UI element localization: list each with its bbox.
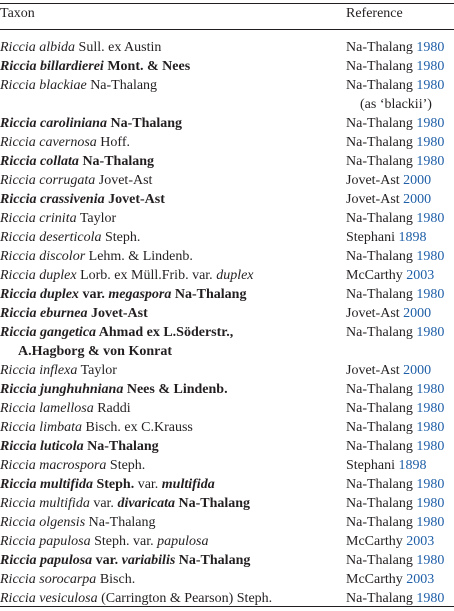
taxon-segment: Riccia deserticola	[0, 230, 102, 245]
reference-year-link[interactable]: 1980	[416, 553, 445, 568]
taxon-segment: divaricata	[117, 496, 175, 511]
reference-author: Na-Thalang	[346, 135, 413, 150]
reference-cell	[346, 380, 444, 399]
taxon-segment: Riccia papulosa	[0, 534, 91, 549]
taxon-segment: Raddi	[93, 401, 131, 416]
reference-cell	[346, 475, 444, 494]
reference-year-link[interactable]: 1980	[416, 401, 445, 416]
taxon-segment: Riccia crassivenia	[0, 192, 105, 207]
taxon-segment: Na-Thalang	[78, 154, 155, 169]
taxon-segment: Riccia limbata	[0, 420, 83, 435]
reference-year-link[interactable]: 1980	[416, 515, 445, 530]
taxon-name	[0, 399, 340, 418]
reference-author: Jovet-Ast	[346, 306, 400, 321]
taxon-name	[0, 266, 340, 285]
taxon-name	[0, 304, 340, 323]
taxon-segment: Na-Thalang	[85, 515, 156, 530]
reference-author: Na-Thalang	[346, 496, 413, 511]
reference-author: Jovet-Ast	[346, 363, 400, 378]
reference-cell	[346, 228, 427, 247]
taxon-segment: Riccia caroliniana	[0, 116, 107, 131]
reference-year-link[interactable]: 1980	[416, 439, 445, 454]
reference-author: Na-Thalang	[346, 325, 413, 340]
reference-author: Na-Thalang	[346, 116, 413, 131]
taxon-name-continued	[18, 342, 172, 361]
reference-author: Jovet-Ast	[346, 173, 400, 188]
reference-cell	[346, 152, 444, 171]
reference-author: Na-Thalang	[346, 249, 413, 264]
taxon-name	[0, 209, 340, 228]
taxon-segment: Jovet-Ast	[95, 173, 153, 188]
taxon-segment: papulosa	[157, 534, 209, 549]
reference-cell	[346, 361, 431, 380]
reference-year-link[interactable]: 1898	[398, 230, 427, 245]
reference-author: Na-Thalang	[346, 420, 413, 435]
taxon-segment: Riccia sorocarpa	[0, 572, 97, 587]
top-rule	[0, 3, 454, 4]
taxon-segment: A.Hagborg & von Konrat	[18, 344, 172, 359]
taxon-name	[0, 513, 340, 532]
taxon-segment: Riccia crinita	[0, 211, 77, 226]
taxon-name	[0, 114, 340, 133]
taxon-segment: Steph.	[92, 477, 135, 492]
taxon-segment: Na-Thalang	[175, 553, 251, 568]
reference-cell	[346, 570, 434, 589]
reference-author: Na-Thalang	[346, 591, 413, 606]
taxon-name	[0, 38, 340, 57]
reference-author: Na-Thalang	[346, 287, 413, 302]
taxon-segment: Riccia eburnea	[0, 306, 88, 321]
taxon-segment: Na-Thalang	[86, 78, 158, 93]
reference-cell	[346, 532, 434, 551]
taxon-segment: Riccia cavernosa	[0, 135, 97, 150]
reference-year-link[interactable]: 1980	[416, 287, 445, 302]
taxon-segment: Riccia lamellosa	[0, 401, 94, 416]
taxon-name	[0, 152, 340, 171]
taxon-name	[0, 133, 340, 152]
reference-cell	[346, 285, 444, 304]
taxon-segment: variabilis	[121, 553, 176, 568]
table-header	[0, 6, 454, 26]
reference-author: McCarthy	[346, 534, 403, 549]
reference-year-link[interactable]: 2003	[406, 268, 435, 283]
reference-year-link[interactable]: 1980	[416, 477, 445, 492]
reference-author: McCarthy	[346, 572, 403, 587]
taxon-segment: var.	[78, 287, 109, 302]
reference-cell	[346, 76, 444, 95]
reference-year-link[interactable]: 1980	[416, 249, 445, 264]
taxon-segment: Na-Thalang	[106, 116, 183, 131]
reference-author: McCarthy	[346, 268, 403, 283]
column-header-taxon: Taxon	[0, 6, 35, 21]
reference-year-link[interactable]: 1980	[416, 591, 445, 606]
reference-author: Na-Thalang	[346, 211, 413, 226]
reference-cell	[346, 171, 431, 190]
reference-year-link[interactable]: 2000	[403, 306, 432, 321]
taxon-segment: Bisch. ex C.Krauss	[82, 420, 193, 435]
taxon-segment: Riccia multifida	[0, 477, 93, 492]
taxon-segment: Taylor	[76, 211, 117, 226]
reference-cell	[346, 399, 444, 418]
reference-year-link[interactable]: 1980	[416, 116, 445, 131]
reference-author: Na-Thalang	[346, 515, 413, 530]
reference-cell	[346, 266, 434, 285]
taxon-name	[0, 456, 340, 475]
taxon-segment: Riccia collata	[0, 154, 79, 169]
reference-cell	[346, 57, 444, 76]
taxon-segment: Sull. ex Austin	[75, 40, 162, 55]
taxon-segment: var.	[134, 477, 162, 492]
taxon-name	[0, 228, 340, 247]
reference-author: Jovet-Ast	[346, 192, 400, 207]
taxon-segment: Riccia inflexa	[0, 363, 78, 378]
taxon-name	[0, 380, 340, 399]
reference-cell	[346, 494, 444, 513]
taxon-name	[0, 190, 340, 209]
reference-cell	[346, 38, 444, 57]
taxon-segment: Taylor	[77, 363, 117, 378]
taxon-segment: Riccia gangetica	[0, 325, 97, 340]
taxon-segment: Lorb. ex Müll.Frib. var.	[76, 268, 217, 283]
taxon-segment: Na-Thalang	[174, 496, 251, 511]
reference-year-link[interactable]: 2000	[403, 173, 432, 188]
reference-cell	[346, 418, 444, 437]
taxon-segment: Bisch.	[96, 572, 136, 587]
reference-cell	[346, 190, 431, 209]
taxon-name	[0, 494, 340, 513]
reference-author: Na-Thalang	[346, 78, 413, 93]
taxon-segment: Riccia multifida	[0, 496, 90, 511]
taxon-name	[0, 57, 340, 76]
taxon-segment: duplex	[216, 268, 254, 283]
taxon-name	[0, 171, 340, 190]
taxon-segment: megaspora	[108, 287, 172, 302]
taxon-segment: Steph.	[101, 230, 141, 245]
reference-year-link[interactable]: 2003	[406, 534, 435, 549]
taxon-segment: Steph. var.	[90, 534, 158, 549]
taxon-segment: Riccia duplex	[0, 268, 77, 283]
taxon-segment: Riccia papulosa	[0, 553, 93, 568]
reference-author: Na-Thalang	[346, 401, 413, 416]
reference-year-link[interactable]: 1980	[416, 496, 445, 511]
taxon-segment: Lehm. & Lindenb.	[85, 249, 193, 264]
taxon-segment: Jovet-Ast	[87, 306, 148, 321]
taxon-segment: Mont. & Nees	[103, 59, 191, 74]
reference-year-link[interactable]: 1980	[416, 40, 445, 55]
reference-year-link[interactable]: 1980	[416, 78, 445, 93]
reference-cell	[346, 456, 427, 475]
taxon-segment: (Carrington & Pearson) Steph.	[97, 591, 273, 606]
reference-author: Na-Thalang	[346, 439, 413, 454]
reference-note: (as ‘blackii’)	[360, 97, 432, 112]
reference-author: Stephani	[346, 458, 395, 473]
taxon-name	[0, 475, 340, 494]
taxon-name	[0, 532, 340, 551]
taxon-segment: Riccia luticola	[0, 439, 84, 454]
reference-author: Na-Thalang	[346, 40, 413, 55]
taxon-segment: Jovet-Ast	[104, 192, 165, 207]
taxon-segment: Riccia olgensis	[0, 515, 86, 530]
reference-year-link[interactable]: 2003	[406, 572, 435, 587]
taxon-segment: Na-Thalang	[171, 287, 247, 302]
taxon-segment: Ahmad ex L.Söderstr.,	[96, 325, 234, 340]
taxon-segment: Riccia blackiae	[0, 78, 87, 93]
reference-cell	[346, 114, 444, 133]
reference-cell	[346, 209, 444, 228]
reference-author: Na-Thalang	[346, 553, 413, 568]
reference-cell	[346, 247, 444, 266]
reference-cell	[346, 133, 444, 152]
taxon-segment: Riccia albida	[0, 40, 76, 55]
taxon-name	[0, 551, 340, 570]
reference-cell	[346, 304, 431, 323]
reference-year-link[interactable]: 1980	[416, 59, 445, 74]
taxon-segment: Riccia duplex	[0, 287, 79, 302]
header-rule	[0, 29, 454, 30]
column-header-reference: Reference	[346, 6, 403, 21]
taxon-segment: multifida	[161, 477, 215, 492]
reference-year-link[interactable]: 1980	[416, 135, 445, 150]
reference-year-link[interactable]: 1980	[416, 382, 445, 397]
reference-cell	[346, 513, 444, 532]
reference-year-link[interactable]: 1980	[416, 325, 445, 340]
taxon-segment: Hoff.	[96, 135, 130, 150]
taxon-segment: Nees & Lindenb.	[123, 382, 228, 397]
reference-cell	[346, 323, 444, 342]
taxon-segment: var.	[89, 496, 118, 511]
taxon-segment: Riccia corrugata	[0, 173, 96, 188]
bottom-rule	[0, 606, 454, 607]
taxon-segment: Riccia billardierei	[0, 59, 104, 74]
reference-cell	[346, 437, 444, 456]
reference-year-link[interactable]: 1898	[398, 458, 427, 473]
reference-author: Na-Thalang	[346, 382, 413, 397]
taxon-segment: var.	[92, 553, 122, 568]
taxon-segment: Riccia vesiculosa	[0, 591, 98, 606]
taxon-name	[0, 285, 340, 304]
taxon-segment: Steph.	[106, 458, 146, 473]
reference-author: Na-Thalang	[346, 477, 413, 492]
taxon-name	[0, 570, 340, 589]
taxon-name	[0, 361, 340, 380]
reference-year-link[interactable]: 1980	[416, 420, 445, 435]
taxon-segment: Riccia macrospora	[0, 458, 107, 473]
reference-year-link[interactable]: 2000	[403, 192, 432, 207]
taxon-name	[0, 418, 340, 437]
reference-year-link[interactable]: 2000	[403, 363, 432, 378]
reference-author: Stephani	[346, 230, 395, 245]
taxon-name	[0, 247, 340, 266]
taxon-name	[0, 76, 340, 95]
reference-author: Na-Thalang	[346, 59, 413, 74]
reference-author: Na-Thalang	[346, 154, 413, 169]
reference-year-link[interactable]: 1980	[416, 211, 445, 226]
taxon-segment: Riccia junghuhniana	[0, 382, 124, 397]
reference-year-link[interactable]: 1980	[416, 154, 445, 169]
taxon-segment: Riccia discolor	[0, 249, 86, 264]
taxon-segment: Na-Thalang	[83, 439, 159, 454]
reference-cell	[346, 551, 444, 570]
taxon-name	[0, 323, 340, 342]
taxon-name	[0, 437, 340, 456]
